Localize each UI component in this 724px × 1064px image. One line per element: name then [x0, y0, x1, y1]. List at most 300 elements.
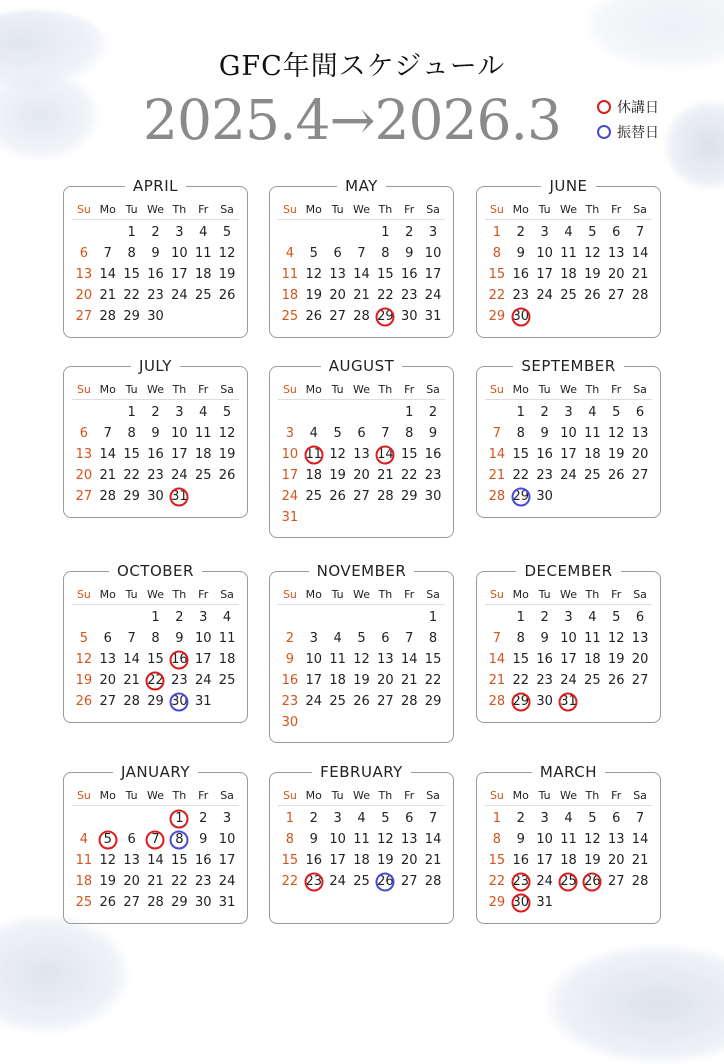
weekday-header: [278, 787, 445, 806]
day-cells: [278, 808, 445, 892]
day-cell: 10: [424, 246, 442, 261]
day-cell: 13: [607, 832, 625, 847]
day-cell: 18: [584, 447, 601, 462]
weekday-label: We: [559, 789, 577, 802]
day-cell: 12: [218, 246, 236, 261]
day-cells: [72, 808, 239, 913]
day-cell: 4: [588, 405, 597, 420]
day-cell: 16: [536, 447, 553, 462]
month-grid: [278, 586, 445, 733]
weekday-label: Su: [282, 203, 297, 216]
day-cell: 27: [377, 694, 394, 709]
day-cell: 8: [127, 426, 136, 441]
day-cell: 28: [353, 309, 370, 324]
day-cell: 11: [560, 832, 577, 847]
day-cell: 29: [424, 694, 442, 709]
day-cell: 17: [560, 652, 577, 667]
day-cell: 6: [333, 246, 342, 261]
day-cell: 3: [540, 811, 549, 826]
day-cell: 9: [199, 832, 208, 847]
day-cell: 29: [147, 694, 164, 709]
day-cell: 16: [512, 267, 530, 282]
day-cell: 20: [123, 874, 140, 889]
day-cell: 2: [428, 405, 438, 420]
weekday-label: Su: [282, 588, 297, 601]
day-cell: 8: [492, 246, 502, 261]
month-name: SEPTEMBER: [513, 357, 623, 375]
day-cell: 9: [151, 246, 160, 261]
day-cell: 9: [540, 426, 549, 441]
day-cells: [485, 808, 652, 913]
day-cell: 5: [79, 631, 89, 646]
weekday-label: Fr: [611, 789, 622, 802]
day-cell: 31: [536, 895, 553, 910]
day-cell: 9: [540, 631, 549, 646]
day-cell: 23: [281, 694, 299, 709]
day-cell-substitute: 30: [167, 694, 191, 709]
day-cell: 18: [560, 267, 577, 282]
weekday-label: Fr: [404, 203, 415, 216]
day-cell: 5: [222, 225, 232, 240]
day-cell: 18: [194, 267, 212, 282]
day-cell: 13: [607, 246, 625, 261]
day-cell: 16: [536, 652, 553, 667]
day-cell: 14: [353, 267, 370, 282]
day-cell-holiday: 25: [557, 874, 581, 889]
day-cell: 27: [631, 468, 649, 483]
month-card-september: [476, 357, 661, 518]
weekday-label: Th: [378, 203, 393, 216]
day-cell: 11: [584, 631, 601, 646]
day-cell: 13: [329, 267, 346, 282]
day-cell: 20: [607, 853, 625, 868]
day-cell: 25: [329, 694, 346, 709]
day-cell: 17: [560, 447, 577, 462]
day-cell-holiday: 22: [144, 673, 168, 688]
day-cell: 25: [305, 489, 323, 504]
day-cell-holiday: 31: [167, 489, 191, 504]
day-cell: 16: [147, 447, 164, 462]
weekday-label: Sa: [220, 383, 234, 396]
day-cell: 13: [377, 652, 394, 667]
day-cell: 17: [194, 652, 212, 667]
day-cell: 8: [492, 832, 502, 847]
day-cell: 2: [151, 225, 160, 240]
day-cell: 27: [75, 489, 93, 504]
day-cell: 7: [357, 246, 366, 261]
day-cell: 10: [194, 631, 212, 646]
day-cell: 29: [123, 489, 140, 504]
weekday-label: Mo: [99, 588, 116, 601]
day-cell-holiday: 1: [167, 811, 191, 826]
weekday-label: Th: [172, 383, 187, 396]
weekday-label: Su: [76, 588, 91, 601]
day-cell: 16: [194, 853, 212, 868]
day-cell: 3: [199, 610, 208, 625]
day-cells: [72, 402, 239, 507]
day-cell: 29: [123, 309, 140, 324]
blue-circle-icon: [597, 125, 611, 139]
day-cell: 13: [99, 652, 117, 667]
weekday-label: Fr: [404, 588, 415, 601]
day-cells: [278, 607, 445, 733]
day-cell: 17: [536, 853, 553, 868]
weekday-label: Mo: [305, 203, 322, 216]
day-cell: 21: [123, 673, 140, 688]
month-name: JULY: [131, 357, 180, 375]
weekday-label: We: [146, 203, 164, 216]
day-cell: 3: [540, 225, 549, 240]
day-cell: 5: [381, 811, 390, 826]
day-cell-holiday: 23: [302, 874, 326, 889]
day-cell: 28: [488, 489, 506, 504]
weekday-label: We: [146, 383, 164, 396]
day-cell: 21: [147, 874, 164, 889]
day-cell: 10: [560, 426, 577, 441]
month-card-december: [476, 562, 661, 723]
weekday-label: Tu: [538, 383, 551, 396]
day-cell: 4: [222, 610, 232, 625]
weekday-label: Fr: [198, 789, 209, 802]
day-cell: 11: [194, 426, 212, 441]
day-cell-holiday: 26: [580, 874, 604, 889]
day-cell: 24: [329, 874, 346, 889]
day-cell: 1: [151, 610, 160, 625]
legend-holiday: [597, 97, 659, 117]
day-cell: 27: [329, 309, 346, 324]
weekday-label: We: [352, 203, 370, 216]
day-cell: 15: [488, 853, 506, 868]
weekday-label: Sa: [426, 203, 440, 216]
day-cell: 6: [381, 631, 390, 646]
day-cell-holiday: 29: [373, 309, 397, 324]
day-cell: 4: [199, 225, 208, 240]
month-grid: [72, 201, 239, 327]
day-cell: 19: [305, 288, 323, 303]
day-cell-holiday: 5: [96, 832, 120, 847]
weekday-label: Fr: [198, 383, 209, 396]
weekday-label: Tu: [125, 203, 138, 216]
day-cell: 28: [123, 694, 140, 709]
weekday-label: Tu: [331, 383, 344, 396]
day-cell: 24: [560, 673, 577, 688]
day-cell: 19: [329, 468, 346, 483]
day-cell: 25: [584, 673, 601, 688]
day-cell: 20: [631, 652, 649, 667]
weekday-label: Sa: [633, 383, 647, 396]
day-cell: 28: [147, 895, 164, 910]
day-cell: 10: [536, 246, 553, 261]
day-cell-holiday: 7: [144, 832, 168, 847]
day-cell: 18: [194, 447, 212, 462]
month-grid: [72, 381, 239, 507]
day-cell: 3: [285, 426, 295, 441]
watercolor-wash: [0, 70, 100, 160]
weekday-label: Fr: [611, 203, 622, 216]
weekday-label: Sa: [426, 588, 440, 601]
day-cell: 7: [127, 631, 136, 646]
day-cell: 22: [424, 673, 442, 688]
day-cell: 18: [281, 288, 299, 303]
day-cell: 31: [281, 510, 299, 525]
day-cell: 20: [377, 673, 394, 688]
day-cell: 9: [516, 246, 525, 261]
month-grid: [278, 381, 445, 528]
day-cell: 12: [607, 426, 625, 441]
day-cell: 2: [309, 811, 318, 826]
weekday-label: Th: [585, 588, 600, 601]
day-cell: 7: [492, 631, 502, 646]
day-cell: 24: [424, 288, 442, 303]
day-cell: 31: [218, 895, 236, 910]
day-cell: 15: [424, 652, 442, 667]
day-cell: 17: [171, 447, 188, 462]
day-cell: 24: [560, 468, 577, 483]
month-grid: [278, 201, 445, 327]
day-cell: 18: [584, 652, 601, 667]
day-cell: 5: [309, 246, 318, 261]
day-cell: 16: [147, 267, 164, 282]
day-cell: 18: [218, 652, 236, 667]
day-cell-holiday: 14: [373, 447, 397, 462]
day-cell: 21: [424, 853, 442, 868]
day-cell: 14: [99, 267, 117, 282]
day-cell: 24: [171, 288, 188, 303]
day-cell: 16: [424, 447, 442, 462]
day-cell: 21: [631, 267, 649, 282]
weekday-label: Th: [585, 203, 600, 216]
day-cell: 22: [512, 468, 530, 483]
day-cell: 16: [512, 853, 530, 868]
day-cell: 26: [75, 694, 93, 709]
weekday-header: [485, 787, 652, 806]
day-cell: 8: [151, 631, 160, 646]
day-cell: 14: [631, 832, 649, 847]
day-cell: 6: [612, 225, 621, 240]
day-cell: 2: [175, 610, 184, 625]
day-cell: 21: [400, 673, 418, 688]
day-cell: 21: [488, 673, 506, 688]
day-cell: 23: [147, 288, 164, 303]
day-cell: 26: [607, 468, 625, 483]
day-cell: 7: [635, 811, 645, 826]
day-cell: 14: [400, 652, 418, 667]
day-cells: [485, 222, 652, 327]
day-cell: 11: [353, 832, 370, 847]
day-cells: [278, 402, 445, 528]
day-cell: 12: [607, 631, 625, 646]
weekday-label: We: [352, 789, 370, 802]
weekday-label: Su: [76, 789, 91, 802]
day-cell: 11: [281, 267, 299, 282]
day-cell: 21: [99, 288, 117, 303]
day-cell: 13: [75, 267, 93, 282]
day-cell: 2: [516, 811, 525, 826]
day-cell: 10: [171, 426, 188, 441]
day-cell: 15: [512, 652, 530, 667]
legend-holiday-label: 休講日: [617, 100, 659, 116]
day-cell: 14: [123, 652, 140, 667]
weekday-label: Tu: [125, 588, 138, 601]
day-cell: 6: [635, 405, 645, 420]
day-cell: 22: [123, 468, 140, 483]
day-cell: 27: [607, 288, 625, 303]
day-cell: 16: [305, 853, 323, 868]
day-cell: 12: [75, 652, 93, 667]
day-cell: 12: [329, 447, 346, 462]
day-cell: 21: [99, 468, 117, 483]
day-cell-holiday: 31: [557, 694, 581, 709]
month-name-wrap: [64, 561, 247, 580]
day-cell: 5: [222, 405, 232, 420]
weekday-label: Sa: [633, 588, 647, 601]
day-cell: 15: [377, 267, 394, 282]
month-card-august: [269, 357, 454, 538]
weekday-label: Fr: [198, 203, 209, 216]
weekday-label: Su: [282, 789, 297, 802]
day-cell: 3: [175, 225, 184, 240]
day-cell: 9: [516, 832, 525, 847]
weekday-label: Fr: [198, 588, 209, 601]
weekday-label: Mo: [305, 588, 322, 601]
watercolor-wash: [664, 100, 724, 190]
weekday-header: [278, 381, 445, 400]
day-cell: 10: [536, 832, 553, 847]
day-cell: 12: [218, 426, 236, 441]
day-cell: 20: [75, 288, 93, 303]
day-cell: 7: [103, 246, 112, 261]
weekday-label: Mo: [512, 789, 529, 802]
month-card-may: [269, 177, 454, 338]
month-name: JUNE: [541, 177, 595, 195]
day-cell: 11: [329, 652, 346, 667]
weekday-label: Su: [489, 789, 504, 802]
day-cell: 19: [584, 267, 601, 282]
day-cell: 21: [353, 288, 370, 303]
legend-substitute-label: 振替日: [617, 125, 659, 141]
day-cell: 24: [536, 874, 553, 889]
day-cell: 9: [405, 246, 414, 261]
day-cell: 7: [492, 426, 502, 441]
day-cell: 22: [512, 673, 530, 688]
day-cell: 27: [631, 673, 649, 688]
day-cell: 4: [588, 610, 597, 625]
day-cell: 26: [99, 895, 117, 910]
day-cells: [278, 222, 445, 327]
day-cell: 29: [488, 309, 506, 324]
day-cell: 6: [127, 832, 136, 847]
day-cell: 2: [405, 225, 414, 240]
day-cell: 27: [400, 874, 418, 889]
weekday-label: Mo: [512, 203, 529, 216]
day-cell: 20: [400, 853, 418, 868]
day-cell: 15: [123, 267, 140, 282]
day-cell: 11: [560, 246, 577, 261]
day-cell: 22: [123, 288, 140, 303]
weekday-label: Th: [378, 789, 393, 802]
day-cell: 19: [75, 673, 93, 688]
month-name: APRIL: [125, 177, 186, 195]
day-cell: 21: [377, 468, 394, 483]
day-cell: 10: [305, 652, 323, 667]
day-cell: 1: [381, 225, 390, 240]
day-cell: 20: [607, 267, 625, 282]
weekday-label: Tu: [125, 383, 138, 396]
day-cell: 2: [285, 631, 295, 646]
month-card-july: [63, 357, 248, 518]
month-grid: [485, 201, 652, 327]
day-cell: 3: [222, 811, 232, 826]
day-cell: 23: [512, 288, 530, 303]
day-cell: 26: [218, 468, 236, 483]
day-cell: 27: [75, 309, 93, 324]
day-cell: 3: [428, 225, 438, 240]
day-cell: 13: [400, 832, 418, 847]
day-cell: 18: [329, 673, 346, 688]
weekday-label: Th: [172, 203, 187, 216]
day-cell-holiday: 30: [509, 895, 533, 910]
weekday-header: [485, 381, 652, 400]
day-cell: 9: [428, 426, 438, 441]
weekday-label: We: [559, 383, 577, 396]
day-cell: 4: [79, 832, 89, 847]
weekday-label: We: [146, 789, 164, 802]
day-cell: 5: [588, 811, 597, 826]
day-cell: 17: [305, 673, 323, 688]
month-name: DECEMBER: [516, 562, 620, 580]
day-cell: 5: [357, 631, 366, 646]
day-cell: 10: [560, 631, 577, 646]
day-cell: 23: [194, 874, 212, 889]
day-cell: 3: [564, 405, 573, 420]
day-cell-holiday: 23: [509, 874, 533, 889]
month-name-wrap: [477, 176, 660, 195]
day-cell: 27: [353, 489, 370, 504]
day-cell: 9: [285, 652, 295, 667]
weekday-label: Mo: [99, 383, 116, 396]
day-cell: 19: [377, 853, 394, 868]
weekday-label: We: [352, 588, 370, 601]
day-cell: 19: [607, 447, 625, 462]
month-name-wrap: [270, 561, 453, 580]
weekday-header: [72, 787, 239, 806]
weekday-label: Mo: [512, 383, 529, 396]
legend-substitute: [597, 122, 659, 142]
day-cell: 26: [584, 288, 601, 303]
day-cell: 21: [488, 468, 506, 483]
day-cell: 22: [488, 874, 506, 889]
weekday-label: Mo: [99, 789, 116, 802]
month-card-march: [476, 763, 661, 924]
day-cell: 7: [381, 426, 390, 441]
day-cell: 11: [584, 426, 601, 441]
day-cell-holiday: 30: [509, 309, 533, 324]
day-cell-substitute: 8: [167, 832, 191, 847]
month-card-november: [269, 562, 454, 743]
weekday-label: Mo: [305, 383, 322, 396]
day-cell: 17: [329, 853, 346, 868]
day-cell: 15: [171, 853, 188, 868]
day-cell: 4: [285, 246, 295, 261]
day-cell: 7: [635, 225, 645, 240]
day-cell: 17: [218, 853, 236, 868]
day-cell: 14: [631, 246, 649, 261]
day-cell: 9: [175, 631, 184, 646]
day-cell: 9: [309, 832, 318, 847]
day-cell: 30: [536, 694, 553, 709]
day-cells: [72, 607, 239, 712]
page-title: GFC年間スケジュール: [218, 51, 506, 82]
